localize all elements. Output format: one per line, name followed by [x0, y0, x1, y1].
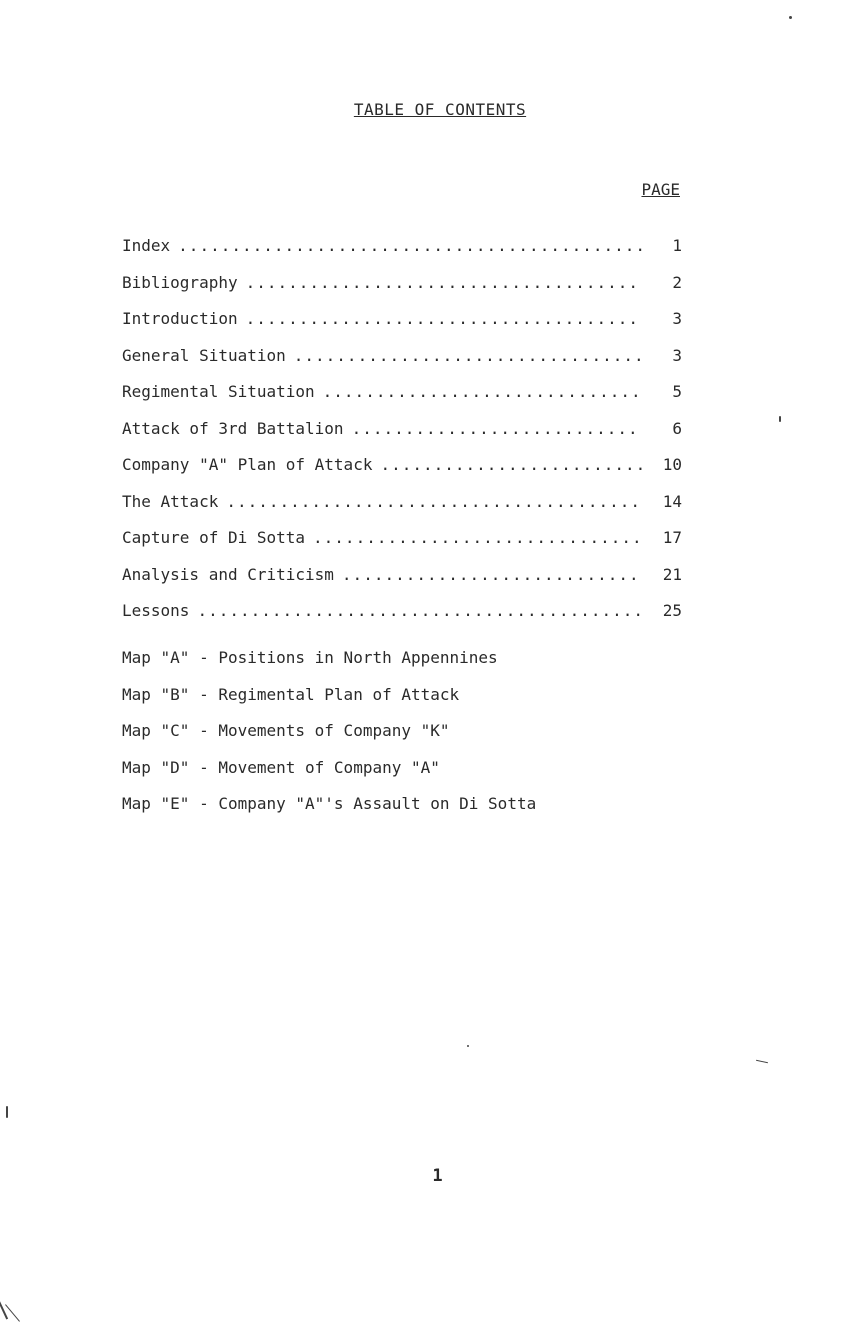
map-entry: Map "C" - Movements of Company "K" [122, 721, 450, 740]
toc-entry [122, 346, 682, 383]
toc-entry-page: 3 [672, 309, 682, 328]
toc-entry [122, 309, 682, 346]
scan-speck [5, 1304, 20, 1321]
toc-entry-page: 1 [672, 236, 682, 255]
toc-entry-page: 5 [672, 382, 682, 401]
toc-entry-label: Introduction [122, 309, 238, 328]
toc-list [122, 236, 682, 638]
toc-dot-leader [313, 528, 642, 547]
page-number: 1 [432, 1166, 443, 1186]
toc-entry-page: 6 [672, 418, 682, 438]
toc-entry [122, 419, 682, 456]
map-entry: Map "B" - Regimental Plan of Attack [122, 684, 460, 704]
toc-dot-leader [246, 309, 642, 328]
toc-entry-page: 14 [662, 491, 682, 511]
toc-entry [122, 601, 682, 638]
map-entry: Map "D" - Movement of Company "A" [122, 757, 440, 777]
toc-entry [122, 492, 682, 529]
toc-entry-label: Regimental Situation [122, 382, 315, 401]
toc-entry-label: Bibliography [122, 272, 238, 292]
scan-speck [789, 16, 792, 19]
toc-entry [122, 528, 682, 565]
toc-entry-label: Company "A" Plan of Attack [122, 455, 373, 474]
toc-dot-leader [352, 419, 642, 438]
toc-dot-leader [380, 455, 642, 474]
toc-entry-label: Capture of Di Sotta [122, 528, 306, 547]
map-entry: Map "E" - Company "A"'s Assault on Di Sotta [122, 794, 537, 813]
toc-entry-page: 17 [662, 528, 682, 547]
toc-entry-page: 2 [672, 272, 682, 292]
toc-entry-page: 10 [662, 455, 682, 474]
toc-entry [122, 565, 682, 602]
toc-entry-label: Lessons [122, 601, 190, 620]
document-title: TABLE OF CONTENTS [353, 100, 527, 119]
scan-speck [779, 416, 781, 422]
toc-entry-label: Analysis and Criticism [122, 564, 334, 584]
page-column-heading: PAGE [641, 180, 680, 199]
toc-entry-label: The Attack [122, 491, 219, 511]
toc-entry [122, 236, 682, 273]
toc-dot-leader [342, 565, 642, 584]
toc-entry [122, 273, 682, 310]
toc-entry-label: General Situation [122, 345, 286, 365]
toc-dot-leader [323, 382, 642, 401]
map-list [122, 648, 536, 831]
toc-dot-leader [226, 492, 642, 511]
scan-speck [6, 1106, 8, 1118]
toc-entry-label: Index [122, 236, 171, 255]
toc-entry [122, 382, 682, 419]
map-entry: Map "A" - Positions in North Appennines [122, 648, 498, 667]
toc-entry [122, 455, 682, 492]
toc-entry-label: Attack of 3rd Battalion [122, 418, 344, 438]
scan-speck [756, 1060, 768, 1063]
toc-dot-leader [197, 601, 642, 620]
toc-entry-page: 25 [662, 601, 682, 620]
toc-dot-leader [246, 273, 642, 292]
toc-entry-page: 21 [662, 564, 682, 584]
toc-dot-leader [178, 236, 642, 255]
scan-speck [0, 1301, 8, 1320]
scan-speck [467, 1045, 469, 1047]
toc-entry-page: 3 [672, 345, 682, 365]
toc-dot-leader [294, 346, 642, 365]
